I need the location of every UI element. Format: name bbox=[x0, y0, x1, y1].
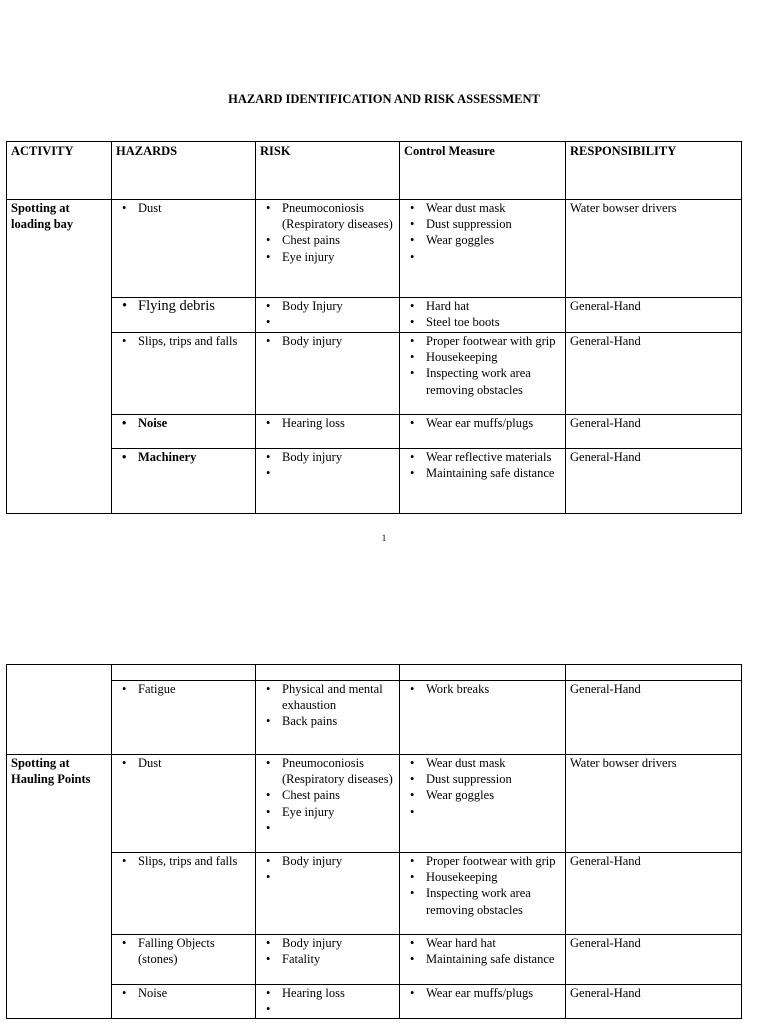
control-item: • Housekeeping bbox=[426, 349, 561, 365]
table-row bbox=[7, 935, 742, 985]
hazard-cell bbox=[112, 755, 256, 853]
control-item: • Proper footwear with grip bbox=[426, 333, 561, 349]
risk-cell bbox=[256, 298, 400, 333]
hazard-item: • Slips, trips and falls bbox=[138, 333, 251, 349]
control-cell bbox=[400, 333, 566, 415]
header-hazards: HAZARDS bbox=[112, 142, 256, 200]
risk-item: • Body Injury bbox=[282, 298, 395, 314]
hazard-cell bbox=[112, 200, 256, 298]
activity-cell: Spotting at loading bay bbox=[7, 200, 112, 514]
risk-cell bbox=[256, 415, 400, 449]
risk-cell bbox=[256, 681, 400, 755]
control-cell bbox=[400, 985, 566, 1019]
risk-item bbox=[282, 1001, 395, 1017]
hazard-cell bbox=[112, 985, 256, 1019]
table-row bbox=[7, 415, 742, 449]
responsibility-cell: General-Hand bbox=[566, 681, 742, 755]
control-item: • Steel toe boots bbox=[426, 314, 561, 330]
control-item: • Wear goggles bbox=[426, 232, 561, 248]
control-cell bbox=[400, 665, 566, 681]
control-cell bbox=[400, 935, 566, 985]
risk-item: • Pneumoconiosis (Respiratory diseases) bbox=[282, 755, 395, 787]
risk-item bbox=[282, 314, 395, 330]
control-item: • Maintaining safe distance bbox=[426, 465, 561, 481]
hazard-cell bbox=[112, 935, 256, 985]
control-cell bbox=[400, 853, 566, 935]
header-risk: RISK bbox=[256, 142, 400, 200]
table-row bbox=[7, 200, 742, 298]
risk-item bbox=[282, 869, 395, 885]
responsibility-cell: General-Hand bbox=[566, 415, 742, 449]
table-row bbox=[7, 681, 742, 755]
hazard-cell bbox=[112, 298, 256, 333]
responsibility-cell: General-Hand bbox=[566, 985, 742, 1019]
document-title: HAZARD IDENTIFICATION AND RISK ASSESSMENT bbox=[228, 92, 540, 106]
responsibility-cell: Water bowser drivers bbox=[566, 755, 742, 853]
hazard-item: • Dust bbox=[138, 755, 251, 771]
responsibility-cell bbox=[566, 665, 742, 681]
risk-item bbox=[282, 465, 395, 481]
control-item: • Wear ear muffs/plugs bbox=[426, 985, 561, 1001]
control-cell bbox=[400, 449, 566, 514]
activity-cell: Spotting at Hauling Points bbox=[7, 755, 112, 1019]
responsibility-cell: Water bowser drivers bbox=[566, 200, 742, 298]
risk-item: • Eye injury bbox=[282, 249, 395, 265]
control-item: • Wear dust mask bbox=[426, 200, 561, 216]
risk-item: • Pneumoconiosis (Respiratory diseases) bbox=[282, 200, 395, 232]
hazard-cell bbox=[112, 681, 256, 755]
control-item: • Inspecting work area removing obstacles bbox=[426, 885, 561, 917]
control-cell bbox=[400, 415, 566, 449]
header-responsibility: RESPONSIBILITY bbox=[566, 142, 742, 200]
control-item: • Work breaks bbox=[426, 681, 561, 697]
responsibility-cell: General-Hand bbox=[566, 449, 742, 514]
table-row bbox=[7, 755, 742, 853]
control-item: • Wear reflective materials bbox=[426, 449, 561, 465]
risk-item: • Hearing loss bbox=[282, 985, 395, 1001]
control-cell bbox=[400, 681, 566, 755]
risk-item: • Chest pains bbox=[282, 787, 395, 803]
risk-cell bbox=[256, 333, 400, 415]
risk-table-page-2 bbox=[6, 664, 742, 1019]
hazard-cell bbox=[112, 449, 256, 514]
risk-table-page-1 bbox=[6, 141, 742, 514]
hazard-item: • Fatigue bbox=[138, 681, 251, 697]
control-item: • Maintaining safe distance bbox=[426, 951, 561, 967]
risk-cell bbox=[256, 449, 400, 514]
control-item: • Wear dust mask bbox=[426, 755, 561, 771]
hazard-item: • Machinery bbox=[138, 449, 251, 465]
control-cell bbox=[400, 200, 566, 298]
risk-item bbox=[282, 820, 395, 836]
risk-item: • Body injury bbox=[282, 333, 395, 349]
risk-cell bbox=[256, 755, 400, 853]
table-row bbox=[7, 449, 742, 514]
header-control-measure: Control Measure bbox=[400, 142, 566, 200]
risk-item: • Physical and mental exhaustion bbox=[282, 681, 395, 713]
risk-cell bbox=[256, 985, 400, 1019]
risk-cell bbox=[256, 853, 400, 935]
control-cell bbox=[400, 298, 566, 333]
risk-item: • Hearing loss bbox=[282, 415, 395, 431]
hazard-item: • Slips, trips and falls bbox=[138, 853, 251, 869]
hazard-item: • Dust bbox=[138, 200, 251, 216]
control-item: • Wear hard hat bbox=[426, 935, 561, 951]
risk-item: • Eye injury bbox=[282, 804, 395, 820]
risk-cell bbox=[256, 200, 400, 298]
hazard-item: • Falling Objects (stones) bbox=[138, 935, 251, 967]
risk-item: • Fatality bbox=[282, 951, 395, 967]
hazard-cell bbox=[112, 853, 256, 935]
control-item: • Wear ear muffs/plugs bbox=[426, 415, 561, 431]
hazard-cell bbox=[112, 665, 256, 681]
table-row bbox=[7, 298, 742, 333]
risk-item: • Body injury bbox=[282, 853, 395, 869]
risk-cell bbox=[256, 935, 400, 985]
table-row bbox=[7, 333, 742, 415]
risk-item: • Chest pains bbox=[282, 232, 395, 248]
hazard-item: • Flying debris bbox=[138, 298, 251, 314]
control-item: • Dust suppression bbox=[426, 216, 561, 232]
control-cell bbox=[400, 755, 566, 853]
page-number: 1 bbox=[381, 533, 387, 543]
control-item: • Hard hat bbox=[426, 298, 561, 314]
control-item: • Inspecting work area removing obstacles bbox=[426, 365, 561, 397]
risk-cell bbox=[256, 665, 400, 681]
table-row bbox=[7, 985, 742, 1019]
table-row bbox=[7, 853, 742, 935]
control-item bbox=[426, 249, 561, 265]
responsibility-cell: General-Hand bbox=[566, 853, 742, 935]
hazard-cell bbox=[112, 333, 256, 415]
hazard-cell bbox=[112, 415, 256, 449]
risk-item: • Body injury bbox=[282, 935, 395, 951]
table-header-row bbox=[7, 142, 742, 200]
control-item: • Housekeeping bbox=[426, 869, 561, 885]
responsibility-cell: General-Hand bbox=[566, 935, 742, 985]
hazard-item: • Noise bbox=[138, 415, 251, 431]
responsibility-cell: General-Hand bbox=[566, 298, 742, 333]
responsibility-cell: General-Hand bbox=[566, 333, 742, 415]
risk-item: • Body injury bbox=[282, 449, 395, 465]
control-item: • Proper footwear with grip bbox=[426, 853, 561, 869]
activity-cell bbox=[7, 665, 112, 755]
header-activity: ACTIVITY bbox=[7, 142, 112, 200]
control-item: • Dust suppression bbox=[426, 771, 561, 787]
control-item: • Wear goggles bbox=[426, 787, 561, 803]
table-row bbox=[7, 665, 742, 681]
hazard-item: • Noise bbox=[138, 985, 251, 1001]
risk-item: • Back pains bbox=[282, 713, 395, 729]
control-item bbox=[426, 804, 561, 820]
